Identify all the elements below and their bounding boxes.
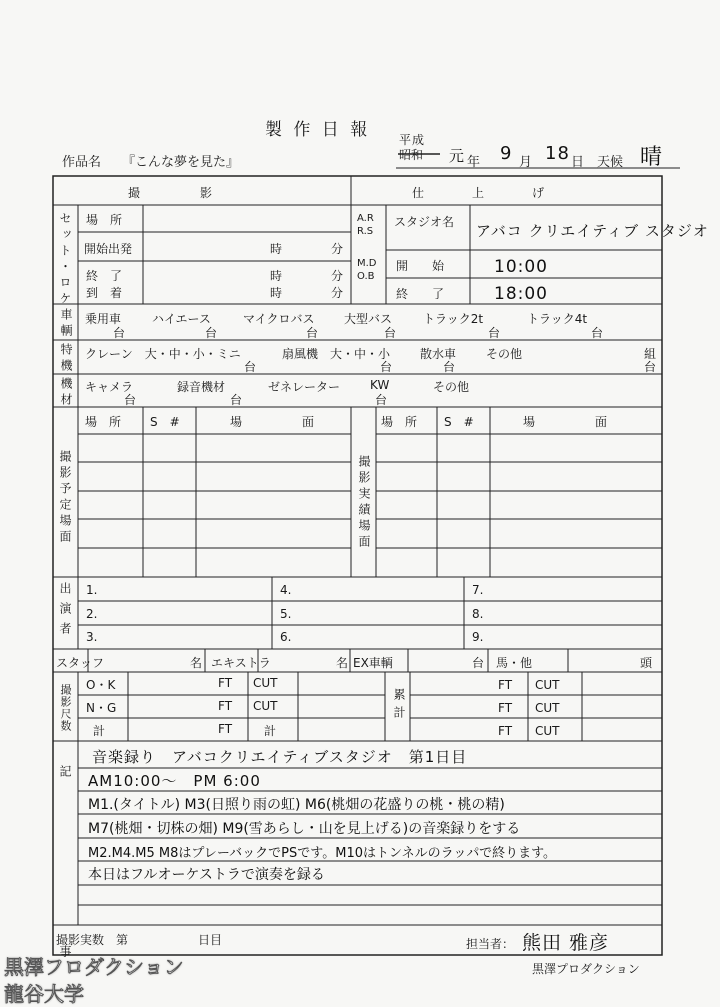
set-loca-label: セット・ロケ	[58, 212, 72, 308]
cast-slot: 4.	[280, 583, 292, 597]
note-line: 音楽録り アバコクリエイティブスタジオ 第1日目	[92, 748, 468, 766]
days-unit: 日目	[198, 933, 223, 947]
equip-kw: KW	[370, 378, 390, 392]
ok-label: O・K	[86, 678, 116, 692]
company-name: 黒澤プロダクション	[532, 962, 640, 976]
finishing-header: 仕 上 げ	[412, 186, 545, 200]
note-line: M2.M4.M5 M8はプレーバックでPSです。M10はトンネルのラッパで終ります。	[88, 846, 557, 861]
watermark-line1: 黒澤フロダクション	[4, 955, 184, 979]
ng-label: N・G	[86, 701, 117, 715]
equipment-label: 機材	[59, 377, 73, 409]
note-line: AM10:00〜 PM 6:00	[88, 772, 261, 790]
year-value: 元	[449, 147, 466, 165]
cut-unit: CUT	[535, 678, 560, 692]
staff-label: スタッフ	[56, 656, 105, 670]
min-unit: 分	[331, 242, 344, 256]
horse-label: 馬・他	[496, 656, 533, 670]
special-fan: 扇風機 大・中・小	[282, 347, 391, 361]
note-line: M7(桃畑・切株の畑) M9(雪あらし・山を見上げる)の音楽録りをする	[88, 821, 521, 837]
arrive-label: 到 着	[86, 286, 123, 300]
cut-unit: CUT	[535, 701, 560, 715]
day-unit: 日	[571, 155, 585, 170]
cumulative-label: 累計	[392, 688, 406, 724]
unit-dai: 台	[113, 326, 126, 340]
cast-slot: 7.	[472, 583, 484, 597]
vehicle-truck4t: トラック4t	[527, 312, 588, 326]
unit-set: 組	[644, 347, 657, 361]
cut-unit: CUT	[535, 724, 560, 738]
start-depart-label: 開始出発	[84, 242, 133, 256]
ft-unit: FT	[498, 701, 513, 715]
footage-label: 撮影尺数	[59, 684, 72, 732]
weather-label: 天候	[597, 155, 624, 170]
equip-other: その他	[433, 380, 470, 394]
ft-unit: FT	[498, 724, 513, 738]
unit-dai: 台	[205, 326, 218, 340]
total-label: 計	[93, 724, 106, 738]
unit-dai: 台	[124, 393, 137, 407]
vehicle-bus: 大型バス	[344, 312, 393, 326]
weather-value: 晴	[640, 145, 664, 170]
cast-slot: 5.	[280, 607, 292, 621]
equip-sound: 録音機材	[177, 380, 226, 394]
min-unit: 分	[331, 286, 344, 300]
unit-tou: 頭	[640, 656, 653, 670]
col-scene-number: S #	[444, 415, 474, 429]
special-crane: クレーン 大・中・小・ミニ	[85, 347, 241, 361]
ft-unit: FT	[218, 676, 233, 690]
unit-mei: 名	[190, 656, 203, 670]
month-value: 9	[500, 143, 513, 164]
col-scene: 場 面	[523, 415, 608, 429]
equip-camera: キャメラ	[85, 380, 134, 394]
ft-unit: FT	[218, 699, 233, 713]
work-label: 作品名	[62, 155, 102, 170]
note-line: 本日はフルオーケストラで演奏を録る	[88, 867, 325, 883]
cast-label: 出演者	[58, 582, 72, 642]
actual-scenes-label: 撮影実績場面	[357, 455, 371, 551]
year-unit: 年	[467, 155, 481, 170]
col-place: 場 所	[85, 415, 122, 429]
ar-rs-label: A.R R.S	[357, 213, 374, 237]
finish-start-time: 10:00	[494, 257, 548, 277]
cast-slot: 9.	[472, 630, 484, 644]
kei-unit: 計	[264, 724, 277, 738]
special-other: その他	[486, 347, 523, 361]
special-sprinkler: 散水車	[420, 347, 457, 361]
person-label: 担当者：	[466, 937, 515, 951]
hour-unit: 時	[270, 286, 283, 300]
unit-dai: 台	[472, 656, 485, 670]
unit-dai: 台	[306, 326, 319, 340]
cast-slot: 1.	[86, 583, 98, 597]
col-scene: 場 面	[230, 415, 315, 429]
vehicle-truck2t: トラック2t	[423, 312, 484, 326]
studio-label: スタジオ名	[394, 215, 455, 229]
note-line: M1.(タイトル) M3(日照り雨の虹) M6(桃畑の花盛りの桃・桃の精)	[88, 797, 505, 813]
vehicle-microbus: マイクロバス	[243, 312, 315, 326]
col-scene-number: S #	[150, 415, 180, 429]
unit-mei: 名	[336, 656, 349, 670]
ft-unit: FT	[218, 722, 233, 736]
unit-dai: 台	[644, 360, 657, 374]
min-unit: 分	[331, 269, 344, 283]
era-printed: 昭和	[399, 148, 424, 162]
vehicle-car: 乗用車	[85, 312, 122, 326]
cast-slot: 2.	[86, 607, 98, 621]
unit-dai: 台	[443, 360, 456, 374]
finish-start-label: 開 始	[396, 259, 445, 273]
finish-end-time: 18:00	[494, 284, 548, 304]
month-unit: 月	[519, 155, 533, 170]
finish-end-label: 終 了	[396, 287, 445, 301]
shooting-header: 撮 影	[128, 186, 213, 200]
extra-label: エキストラ	[211, 656, 271, 670]
planned-scenes-label: 撮影予定場面	[58, 450, 72, 546]
col-place: 場 所	[381, 415, 418, 429]
hour-unit: 時	[270, 269, 283, 283]
cast-slot: 6.	[280, 630, 292, 644]
cast-slot: 8.	[472, 607, 484, 621]
vehicle-hiace: ハイエース	[152, 312, 211, 326]
unit-dai: 台	[384, 326, 397, 340]
equip-generator: ゼネレーター	[268, 380, 341, 394]
md-ob-label: M.D O.B	[357, 258, 377, 282]
unit-dai: 台	[591, 326, 604, 340]
vehicles-label: 車輌	[59, 308, 73, 340]
era-handwritten: 平成	[399, 133, 426, 147]
special-label: 特機	[59, 343, 73, 375]
place-label: 場 所	[86, 213, 123, 227]
end-label: 終 了	[86, 269, 123, 283]
unit-dai: 台	[244, 360, 257, 374]
unit-dai: 台	[380, 360, 393, 374]
notes-label: 記 事	[58, 765, 72, 975]
watermark-line2: 龍谷大学	[4, 982, 84, 1006]
cast-slot: 3.	[86, 630, 98, 644]
studio-name: アバコ クリエイティブ スタジオ	[476, 222, 709, 240]
days-label: 撮影実数 第	[56, 933, 129, 947]
hour-unit: 時	[270, 242, 283, 256]
work-title: 『こんな夢を見た』	[122, 155, 240, 170]
unit-dai: 台	[375, 393, 388, 407]
unit-dai: 台	[488, 326, 501, 340]
person-name: 熊田 雅彦	[522, 932, 610, 954]
unit-dai: 台	[230, 393, 243, 407]
ft-unit: FT	[498, 678, 513, 692]
page-title: 製 作 日 報	[265, 120, 371, 140]
cut-unit: CUT	[253, 699, 278, 713]
ex-car-label: EX車輌	[353, 656, 393, 670]
day-value: 18	[545, 143, 570, 164]
cut-unit: CUT	[253, 676, 278, 690]
